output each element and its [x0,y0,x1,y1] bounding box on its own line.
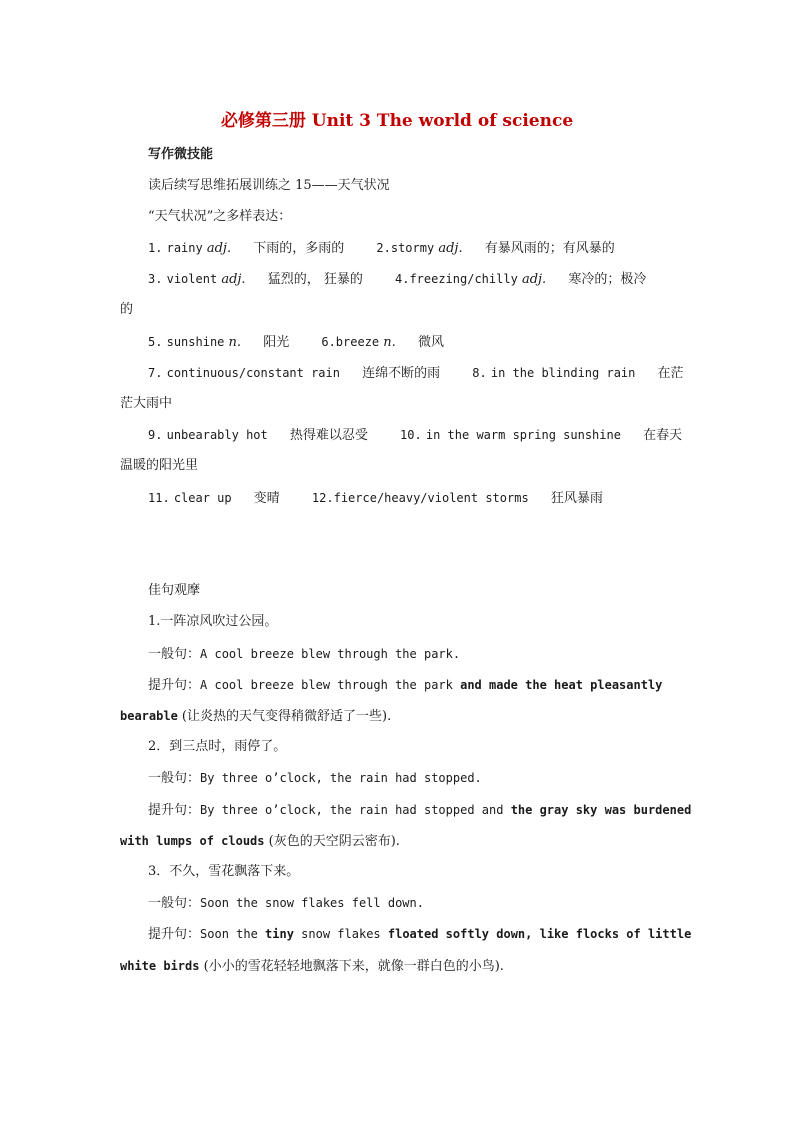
vocab-meaning: 有暴风雨的；有风暴的 [484,241,615,256]
upgraded-highlight: with lumps of clouds [120,834,265,848]
vocab-term: rainy [166,241,203,255]
upgraded-highlight: floated softly down, like flocks of little [387,927,692,941]
upgraded-note: (让炎热的天气变得稍微舒适了一些). [177,709,392,724]
vocab-meaning: 热得难以忍受 [289,428,368,443]
vocab-num: 3. [148,272,163,286]
exercise-subtitle: 读后续写思维拓展训练之 15——天气状况 [148,178,390,193]
vocab-term: violent [166,272,218,286]
upgraded-label: 提升句： [148,803,201,818]
sentence-1-upgraded-wrap [120,705,680,728]
vocab-term: clear up [173,491,232,505]
vocab-pos: adj. [521,272,547,287]
vocab-meaning: 微风 [417,335,444,350]
sentence-3-upgraded [148,923,692,946]
upgraded-text: Soon the [200,927,266,941]
sentence-2-chinese: 2．到三点时，雨停了。 [148,739,287,754]
vocab-meaning: 下雨的，多雨的 [253,241,345,256]
sentence-1-upgraded [148,674,678,697]
vocab-meaning: 狂风暴雨 [550,491,603,506]
vocab-num: 4. [394,272,410,286]
vocab-meaning: 阳光 [263,335,290,350]
sentence-1-plain [148,643,678,666]
vocab-term: stormy [390,241,435,255]
upgraded-highlight: and made the heat pleasantly [460,678,663,692]
vocab-meaning: 在茫 [657,366,684,381]
upgraded-highlight: tiny [265,927,294,941]
vocab-term: fierce/heavy/violent storms [333,491,529,505]
vocab-term: in the blinding rain [490,366,636,380]
vocab-pos: adj. [438,241,463,256]
sentence-1-chinese: 1.一阵凉风吹过公园。 [148,614,278,629]
vocab-line-6 [148,487,678,510]
plain-label: 一般句： [148,647,201,662]
vocab-num: 11. [148,491,170,505]
vocab-term: continuous/constant rain [166,366,340,380]
vocab-term: in the warm spring sunshine [425,428,621,442]
sentence-3-upgraded-wrap [120,955,680,978]
vocab-line-4-wrap: 茫大雨中 [120,396,173,411]
vocab-meaning: 连绵不断的雨 [362,366,441,381]
sentence-2-upgraded [148,799,692,822]
upgraded-label: 提升句： [148,678,201,693]
vocab-num: 9. [148,428,163,442]
sentence-3-plain [148,892,678,915]
plain-label: 一般句： [148,896,201,911]
vocab-line-2 [148,268,678,291]
plain-label: 一般句： [148,771,201,786]
sentence-2-plain [148,767,678,790]
upgraded-text: snow flakes [293,927,388,941]
plain-sentence: By three o’clock, the rain had stopped. [200,771,482,785]
upgraded-highlight: white birds [120,959,200,973]
vocab-line-3 [148,331,678,354]
upgraded-highlight: bearable [120,709,178,723]
upgraded-note: (灰色的天空阴云密布). [264,834,400,849]
upgraded-text: A cool breeze blew through the park [200,678,461,692]
vocab-num: 1. [148,241,163,255]
upgraded-text: By three o’clock, the rain had stopped and [200,803,511,817]
sentence-3-chinese: 3．不久，雪花飘落下来。 [148,864,300,879]
vocab-num: 2. [376,241,391,255]
vocab-num: 10. [400,428,422,442]
vocab-line-1 [148,237,678,260]
vocab-term: unbearably hot [166,428,268,442]
document-title: 必修第三册 Unit 3 The world of science [220,111,574,131]
vocab-pos: n. [383,335,396,350]
vocab-term: freezing/chilly [409,272,518,286]
vocab-term: breeze [335,335,380,349]
vocab-line-4 [148,362,684,385]
plain-sentence: Soon the snow flakes fell down. [200,896,424,910]
upgraded-label: 提升句： [148,927,201,942]
section-heading-sentences: 佳句观摩 [148,583,201,598]
vocab-pos: n. [228,335,242,350]
vocab-line-5 [148,424,683,447]
plain-sentence: A cool breeze blew through the park. [200,647,461,661]
vocab-num: 12. [311,491,334,505]
vocab-meaning: 猛烈的， 狂暴的 [267,272,363,287]
upgraded-note: (小小的雪花轻轻地飘落下来，就像一群白色的小鸟). [199,959,504,974]
vocab-meaning: 变晴 [253,491,280,506]
upgraded-highlight: the gray sky was burdened [510,803,692,817]
sentence-2-upgraded-wrap [120,830,680,853]
vocab-meaning: 寒冷的；极冷 [568,272,647,287]
vocab-num: 6. [321,335,336,349]
expressions-intro: “天气状况”之多样表达： [148,209,292,224]
vocab-line-5-wrap: 温暖的阳光里 [120,458,199,473]
section-heading-writing-skills: 写作微技能 [148,147,214,162]
vocab-num: 8. [472,366,487,380]
vocab-num: 7. [148,366,163,380]
vocab-line-2-wrap: 的 [120,302,134,317]
vocab-pos: adj. [221,272,246,287]
vocab-num: 5. [148,335,163,349]
vocab-term: sunshine [166,335,225,349]
vocab-pos: adj. [206,241,232,256]
vocab-meaning: 在春天 [643,428,683,443]
